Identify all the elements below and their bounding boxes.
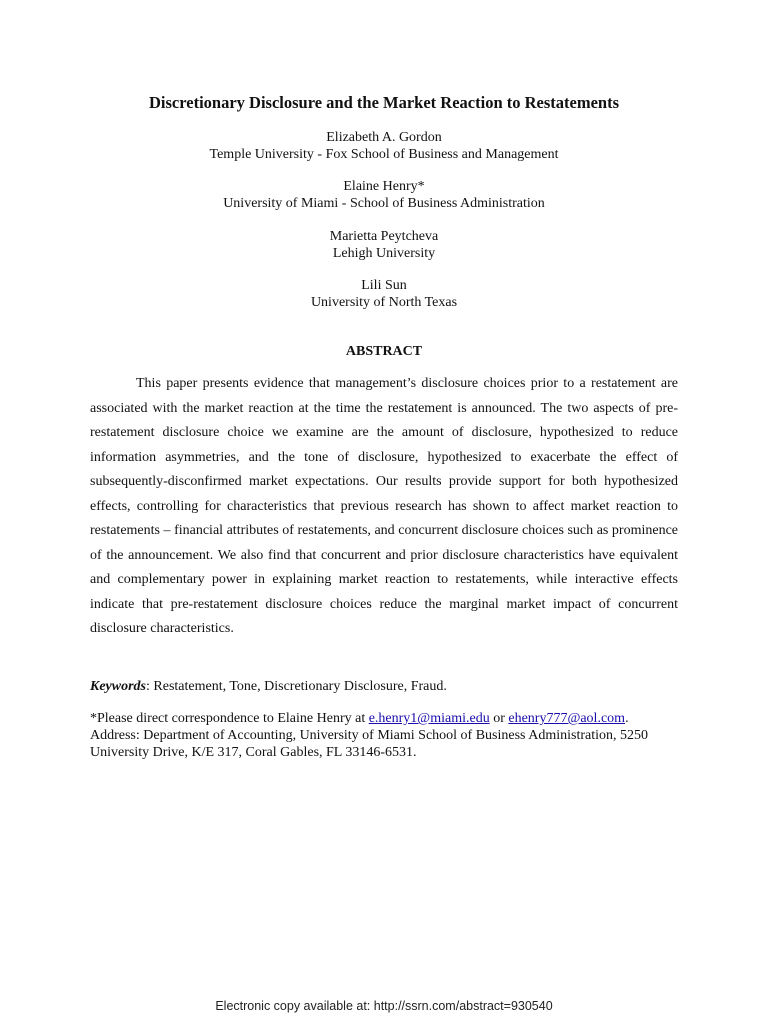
- correspondence-note: [90, 710, 690, 761]
- correspondence-prefix: *Please direct correspondence to Elaine Henry at: [90, 711, 369, 726]
- keywords-line: [90, 678, 690, 695]
- author-affiliation: Temple University - Fox School of Business and Management: [209, 147, 559, 162]
- author-block-4: [0, 277, 768, 311]
- author-block-1: [0, 129, 768, 163]
- author-block-3: [0, 228, 768, 262]
- ssrn-footer: Electronic copy available at: http://ssrn.com/abstract=930540: [215, 999, 553, 1013]
- author-name: Lili Sun: [361, 278, 407, 293]
- abstract-text: This paper presents evidence that management’s disclosure choices prior to a restatement are associated with the market reaction at the time the restatement is announced. The two aspects of pre-restatement disclosure choice we examine are the amount of disclosure, hypothesized to reduce information asymmetries, and the tone of disclosure, hypothesized to exacerbate the effect of subsequently-disconfirmed market expectations. Our results provide support for both hypothesized effects, controlling for characteristics that previous research has shown to affect market reaction to restatements – financial attributes of restatements, and concurrent disclosure choices such as prominence of the announcement. We also find that concurrent and prior disclosure characteristics have equivalent and complementary power in explaining market reaction to restatements, while interactive effects indicate that pre-restatement disclosure choices reduce the marginal market impact of concurrent disclosure characteristics.: [90, 376, 678, 636]
- author-name: Elizabeth A. Gordon: [326, 130, 442, 145]
- author-affiliation: University of Miami - School of Business Administration: [223, 196, 545, 211]
- author-name: Marietta Peytcheva: [329, 229, 439, 244]
- author-block-2: [0, 178, 768, 212]
- email-link-miami[interactable]: e.henry1@miami.edu: [368, 711, 490, 726]
- keywords-text: : Restatement, Tone, Discretionary Disclosure, Fraud.: [146, 679, 447, 694]
- correspondence-address: Address: Department of Accounting, University of Miami School of Business Administration, 5250 University Drive, K/E 317, Coral Gables, FL 33146-6531.: [90, 728, 648, 760]
- abstract-heading: ABSTRACT: [345, 344, 423, 359]
- email-link-aol[interactable]: ehenry777@aol.com: [508, 711, 626, 726]
- correspondence-suffix: .: [625, 711, 629, 726]
- author-name: Elaine Henry*: [343, 179, 425, 194]
- author-affiliation: Lehigh University: [332, 246, 436, 261]
- author-affiliation: University of North Texas: [310, 295, 458, 310]
- paper-title: Discretionary Disclosure and the Market Reaction to Restatements: [148, 93, 619, 112]
- keywords-label: Keywords: [90, 679, 146, 694]
- correspondence-between: or: [489, 711, 509, 726]
